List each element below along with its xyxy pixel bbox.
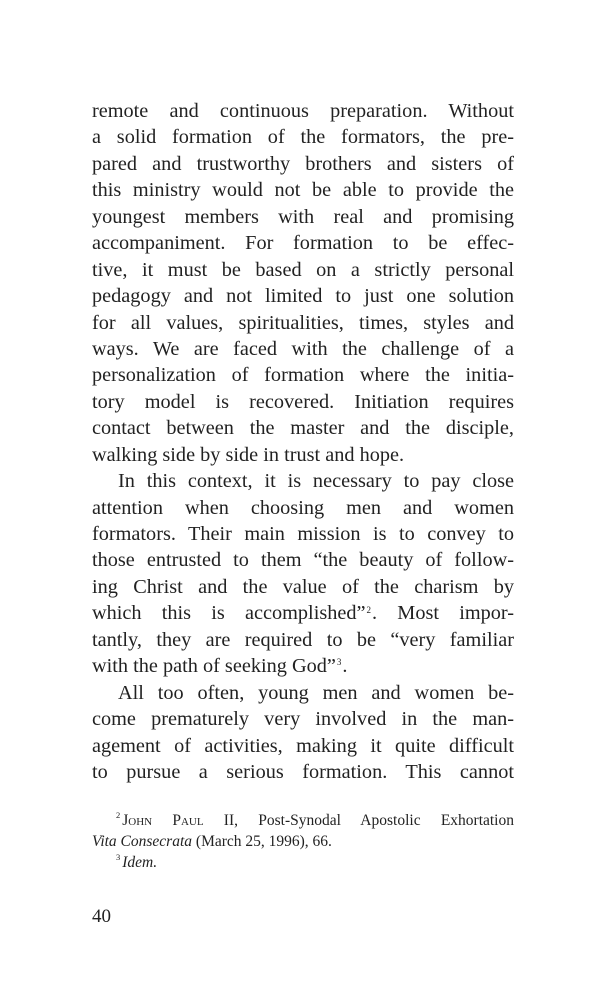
book-page-body	[92, 98, 514, 785]
footnote-2-continued	[92, 831, 514, 852]
text-line: pedagogy and not limited to just one solution	[92, 285, 514, 308]
footnote-ref-3[interactable]: 3	[336, 657, 342, 668]
footnote-text: , Post-Synodal Apostolic Exhortation	[234, 812, 514, 829]
text-line: ing Christ and the value of the charism by	[92, 575, 514, 598]
text-line: contact between the master and the disciple,	[92, 417, 514, 440]
footnote-3	[92, 852, 514, 873]
footnote-number: 2	[116, 810, 121, 821]
text-line: those entrusted to them “the beauty of follow-	[92, 549, 514, 572]
text-line: a solid formation of the formators, the pre-	[92, 126, 514, 149]
text-line: attention when choosing men and women	[92, 496, 514, 519]
text-line: to pursue a serious formation. This cannot	[92, 760, 514, 783]
paragraph-start-line: In this context, it is necessary to pay close	[118, 470, 514, 493]
text-line: come prematurely very involved in the man-	[92, 708, 514, 731]
text-line: pared and trustworthy brothers and sisters of	[92, 152, 514, 175]
page-number: 40	[92, 906, 111, 927]
footnote-2	[92, 810, 514, 831]
text-line	[92, 600, 514, 626]
text-line: youngest members with real and promising	[92, 205, 514, 228]
text-fragment: with the path of seeking God”	[92, 655, 336, 678]
footnote-number: 3	[116, 852, 121, 863]
text-line	[92, 653, 514, 679]
footnote-text: (March 25, 1996), 66.	[192, 833, 332, 850]
paragraph-start-line: All too often, young men and women be-	[118, 681, 514, 704]
text-line: this ministry would not be able to provide the	[92, 179, 514, 202]
text-fragment: .	[342, 655, 348, 678]
text-fragment: . Most impor-	[372, 602, 514, 625]
text-fragment: which this is accomplished”	[92, 602, 366, 625]
text-line: ways. We are faced with the challenge of a	[92, 337, 514, 360]
text-line: formators. Their main mission is to convey to	[92, 523, 514, 545]
text-line: remote and continuous preparation. Without	[92, 100, 514, 122]
text-line: accompaniment. For formation to be effec-	[92, 232, 514, 255]
footnote-title: Vita Consecrata	[92, 833, 193, 850]
footnotes	[92, 810, 514, 873]
text-line: for all values, spiritualities, times, styles and	[92, 311, 514, 334]
footnote-ref-2[interactable]: 2	[366, 604, 372, 615]
text-line: agement of activities, making it quite difficult	[92, 734, 514, 757]
text-line: tantly, they are required to be “very familiar	[92, 628, 514, 651]
footnote-author: John Paul II	[122, 812, 235, 829]
footnote-text: Idem.	[122, 854, 158, 871]
text-line: walking side by side in trust and hope.	[92, 443, 405, 466]
text-line: tive, it must be based on a strictly personal	[92, 258, 514, 281]
text-line: personalization of formation where the initia-	[92, 364, 514, 387]
text-line: tory model is recovered. Initiation requires	[92, 390, 514, 413]
